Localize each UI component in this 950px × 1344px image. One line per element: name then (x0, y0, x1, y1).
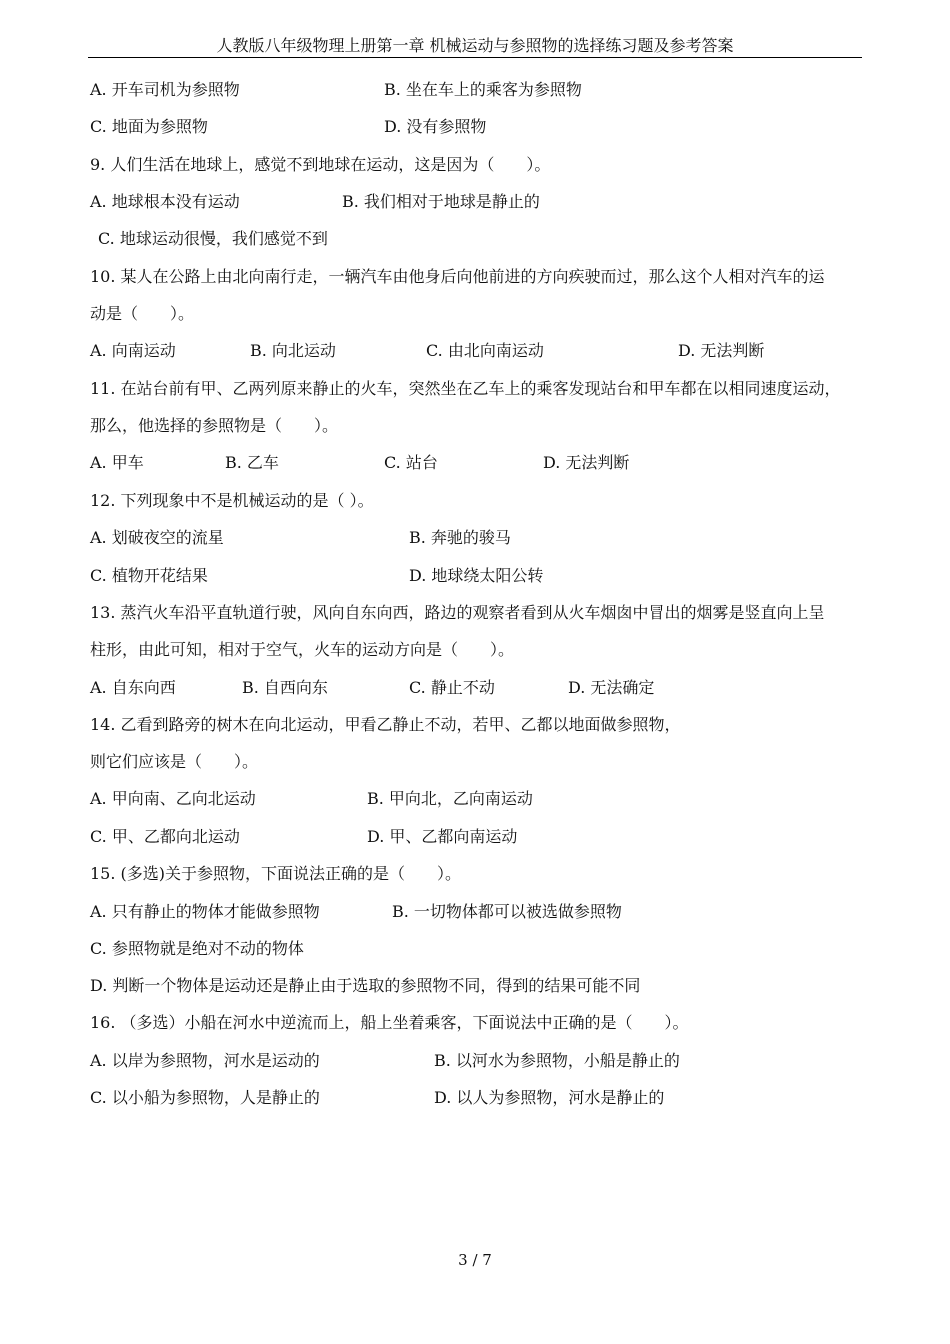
q13-option-a: A. 自东向西 (90, 678, 176, 697)
q9-option-b: B. 我们相对于地球是静止的 (342, 192, 540, 211)
q8-option-d: D. 没有参照物 (384, 117, 487, 136)
q10-stem-line1: 10. 某人在公路上由北向南行走，一辆汽车由他身后向他前进的方向疾驶而过，那么这个人相对汽车的运 (90, 267, 825, 286)
q11-option-c: C. 站台 (384, 453, 438, 472)
q10-option-c: C. 由北向南运动 (426, 341, 544, 360)
q15-stem: 15. (多选)关于参照物，下面说法正确的是（ ）。 (90, 864, 462, 883)
q14-option-a: A. 甲向南、乙向北运动 (90, 789, 256, 808)
page-header-title: 人教版八年级物理上册第一章 机械运动与参照物的选择练习题及参考答案 (216, 36, 734, 55)
q15-option-d: D. 判断一个物体是运动还是静止由于选取的参照物不同，得到的结果可能不同 (90, 976, 641, 995)
page-number: 3 / 7 (458, 1251, 492, 1269)
q16-option-c: C. 以小船为参照物，人是静止的 (90, 1088, 320, 1107)
q12-option-a: A. 划破夜空的流星 (90, 528, 224, 547)
q9-option-c: C. 地球运动很慢，我们感觉不到 (98, 229, 328, 248)
q13-option-d: D. 无法确定 (568, 678, 655, 697)
q8-option-b: B. 坐在车上的乘客为参照物 (384, 80, 582, 99)
q14-stem-line1: 14. 乙看到路旁的树木在向北运动，甲看乙静止不动，若甲、乙都以地面做参照物， (90, 715, 681, 734)
q11-option-b: B. 乙车 (225, 453, 279, 472)
q12-option-c: C. 植物开花结果 (90, 566, 208, 585)
q11-option-a: A. 甲车 (90, 453, 144, 472)
q13-option-c: C. 静止不动 (409, 678, 495, 697)
q10-option-b: B. 向北运动 (250, 341, 336, 360)
q14-option-b: B. 甲向北，乙向南运动 (367, 789, 533, 808)
header-divider (88, 57, 862, 58)
q13-option-b: B. 自西向东 (242, 678, 328, 697)
q11-stem-line2: 那么，他选择的参照物是（ ）。 (90, 416, 339, 435)
q10-option-a: A. 向南运动 (90, 341, 176, 360)
q13-stem-line2: 柱形，由此可知，相对于空气，火车的运动方向是（ ）。 (90, 640, 515, 659)
q8-option-c: C. 地面为参照物 (90, 117, 208, 136)
q9-option-a: A. 地球根本没有运动 (90, 192, 240, 211)
q11-option-d: D. 无法判断 (543, 453, 630, 472)
q14-stem-line2: 则它们应该是（ ）。 (90, 752, 259, 771)
q15-option-a: A. 只有静止的物体才能做参照物 (90, 902, 320, 921)
q15-option-c: C. 参照物就是绝对不动的物体 (90, 939, 304, 958)
q11-stem-line1: 11. 在站台前有甲、乙两列原来静止的火车，突然坐在乙车上的乘客发现站台和甲车都在以相同速度运动， (90, 379, 841, 398)
q15-option-b: B. 一切物体都可以被选做参照物 (392, 902, 622, 921)
q12-stem: 12. 下列现象中不是机械运动的是（ ）。 (90, 491, 374, 510)
q10-option-d: D. 无法判断 (678, 341, 765, 360)
q12-option-b: B. 奔驰的骏马 (409, 528, 511, 547)
q16-stem: 16. （多选）小船在河水中逆流而上，船上坐着乘客，下面说法中正确的是（ ）。 (90, 1013, 689, 1032)
q9-stem: 9. 人们生活在地球上，感觉不到地球在运动，这是因为（ ）。 (90, 155, 551, 174)
q10-stem-line2: 动是（ ）。 (90, 304, 195, 323)
q13-stem-line1: 13. 蒸汽火车沿平直轨道行驶，风向自东向西，路边的观察者看到从火车烟囱中冒出的烟雾是竖直向上呈 (90, 603, 825, 622)
q14-option-d: D. 甲、乙都向南运动 (367, 827, 518, 846)
q14-option-c: C. 甲、乙都向北运动 (90, 827, 240, 846)
q16-option-b: B. 以河水为参照物，小船是静止的 (434, 1051, 680, 1070)
q8-option-a: A. 开车司机为参照物 (90, 80, 240, 99)
q16-option-d: D. 以人为参照物，河水是静止的 (434, 1088, 665, 1107)
q16-option-a: A. 以岸为参照物，河水是运动的 (90, 1051, 320, 1070)
q12-option-d: D. 地球绕太阳公转 (409, 566, 544, 585)
